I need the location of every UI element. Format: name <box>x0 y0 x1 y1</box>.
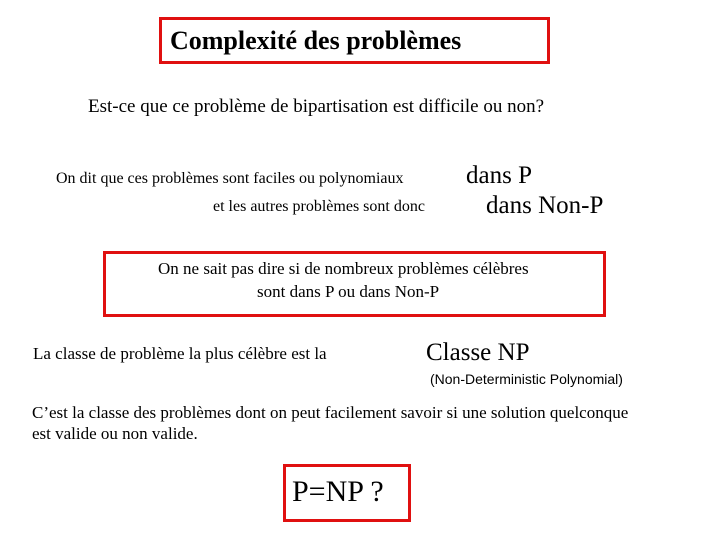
other-problems-text: et les autres problèmes sont donc <box>213 198 425 215</box>
np-description-line-1: C’est la classe des problèmes dont on peut facilement savoir si une solution quelconque <box>32 403 629 422</box>
unknown-text-line-1: On ne sait pas dire si de nombreux problèmes célèbres <box>158 259 529 278</box>
question-text: Est-ce que ce problème de bipartisation est difficile ou non? <box>88 96 545 117</box>
famous-class-text: La classe de problème la plus célèbre est la <box>33 344 327 363</box>
easy-problems-text: On dit que ces problèmes sont faciles ou polynomiaux <box>56 170 404 187</box>
class-nonp-label: dans Non-P <box>486 192 604 219</box>
np-description-line-2: est valide ou non valide. <box>32 424 198 443</box>
slide-title: Complexité des problèmes <box>170 26 462 55</box>
np-subtitle: (Non-Deterministic Polynomial) <box>430 371 623 387</box>
unknown-text-line-2: sont dans P ou dans Non-P <box>257 282 440 301</box>
class-np-label: Classe NP <box>426 339 530 366</box>
class-p-label: dans P <box>466 162 532 189</box>
p-equals-np-question: P=NP ? <box>292 475 384 508</box>
